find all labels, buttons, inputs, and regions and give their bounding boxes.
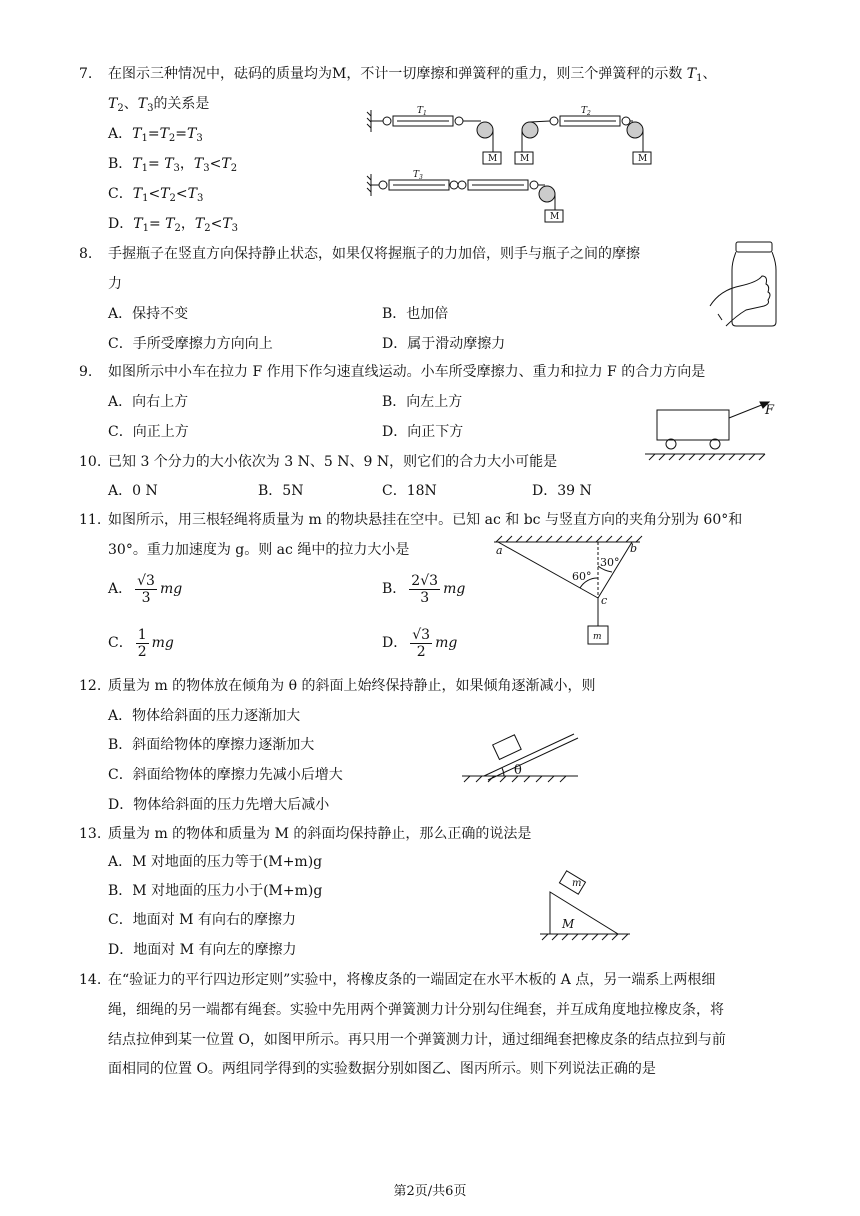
q11-option-c (108, 626, 174, 660)
q7-a-s3: 3 (196, 133, 203, 144)
q7-option-a-label: A． (108, 126, 133, 142)
q7-c-s2: 2 (169, 193, 176, 204)
q7-t3: T (137, 96, 148, 112)
q12-option-b: B．斜面给物体的摩擦力逐渐加大 (108, 737, 315, 753)
q10-option-a: A．0 N (108, 483, 158, 499)
q9-stem: 如图所示中小车在拉力 F 作用下作匀速直线运动。小车所受摩擦力、重力和拉力 F 的合力方向是 (108, 364, 706, 380)
q10-number: 10. (79, 454, 102, 470)
q11-fig-b: b (630, 542, 638, 555)
q12-stem: 质量为 m 的物体放在倾角为 θ 的斜面上始终保持静止，如果倾角逐渐减小，则 (108, 678, 596, 694)
q7-a-t3: T (187, 126, 197, 142)
q13-stem: 质量为 m 的物体和质量为 M 的斜面均保持静止，那么正确的说法是 (108, 826, 532, 842)
q10-stem: 已知 3 个分力的大小依次为 3 N、5 N、9 N，则它们的合力大小可能是 (108, 454, 558, 470)
q7-stem-line2: $T_2$、$T_3$的关系是 (108, 96, 210, 114)
q7-c-t3: T (187, 186, 197, 202)
q7-t2-sub: 2 (117, 103, 124, 114)
q11-d-mg: mg (435, 635, 458, 651)
q7-option-c: C．$T_1<T_2<T_3$ (108, 186, 204, 204)
q12-option-a: A．物体给斜面的压力逐渐加大 (108, 708, 301, 724)
q11-option-c-label: C． (108, 635, 133, 651)
q12-option-d: D．物体给斜面的压力先增大后减小 (108, 797, 330, 813)
q7-d-t2: T (165, 216, 175, 232)
q11-option-a-label: A． (108, 581, 133, 597)
q11-stem-line2: 30°。重力加速度为 g。则 ac 绳中的拉力大小是 (108, 542, 410, 558)
q7-c-s1: 1 (142, 193, 149, 204)
q11-option-d-label: D． (382, 635, 408, 651)
q7-stem-tail: 的关系是 (153, 96, 210, 112)
q7-d-s2b: 2 (204, 223, 211, 234)
q11-b-coef: 2 (411, 572, 421, 589)
q12-figure-incline (462, 728, 582, 784)
q8-stem-line1: 手握瓶子在竖直方向保持静止状态，如果仅将握瓶子的力加倍，则手与瓶子之间的摩擦 (108, 246, 640, 262)
q7-option-a: A．$T_1=T_2=T_3$ (108, 126, 203, 144)
q8-option-a: A．保持不变 (108, 306, 189, 322)
q11-a-fraction: $\frac{√3}{3}$ (137, 572, 155, 606)
q13-option-c: C．地面对 M 有向右的摩擦力 (108, 912, 296, 928)
q7-a-s2: 2 (168, 133, 176, 144)
q10-option-d: D．39 N (532, 483, 592, 499)
q7-a-t2: T (159, 126, 169, 142)
q11-figure-three-ropes (494, 536, 644, 656)
q7-b-t3b: T (193, 156, 204, 172)
q11-d-fraction: $\frac{√3}{2}$ (412, 626, 431, 660)
q8-stem-line2: 力 (108, 276, 122, 292)
q7-b-t3: T (164, 156, 174, 172)
q9-option-b: B．向左上方 (382, 394, 463, 410)
q11-c-mg: mg (151, 635, 174, 651)
q13-figure-wedge (538, 862, 634, 942)
q7-option-d-label: D． (108, 216, 134, 232)
q11-option-a (108, 572, 182, 606)
q13-option-b: B．M 对地面的压力小于(M+m)g (108, 883, 323, 899)
q11-c-num: 1 (137, 626, 147, 643)
q12-fig-theta: θ (514, 763, 522, 778)
q7-fig-t2: $T_2$ (581, 106, 591, 117)
q13-fig-m: m (572, 878, 582, 889)
q11-c-fraction (136, 627, 149, 660)
q12-option-c: C．斜面给物体的摩擦力先减小后增大 (108, 767, 343, 783)
q11-c-den: 2 (137, 643, 147, 660)
q13-option-a: A．M 对地面的压力等于(M+m)g (108, 854, 323, 870)
q7-d-s2: 2 (174, 223, 181, 234)
q7-option-b: B．$T_1= T_3$，$T_3<T_2$ (108, 156, 238, 174)
q11-b-mg: mg (443, 581, 466, 597)
q11-option-b-label: B． (382, 581, 407, 597)
q7-fig-m1: M (488, 154, 498, 164)
q7-c-t2: T (160, 186, 170, 202)
q7-option-c-label: C． (108, 186, 133, 202)
q13-fig-bigm: M (562, 917, 575, 931)
q11-stem-line1: 如图所示，用三根轻绳将质量为 m 的物块悬挂在空中。已知 ac 和 bc 与竖直方向的夹角分别为 60°和 (108, 512, 743, 528)
q11-b-den: 3 (420, 589, 430, 606)
q11-d-den: 2 (416, 643, 426, 660)
q8-option-d: D．属于滑动摩擦力 (382, 336, 506, 352)
q7-d-s3: 3 (231, 223, 239, 234)
q9-fig-f: F (765, 403, 775, 418)
q7-d-t3: T (222, 216, 232, 232)
q11-a-den: 3 (141, 589, 151, 606)
q13-number: 13. (79, 826, 102, 842)
q13-option-d: D．地面对 M 有向左的摩擦力 (108, 942, 297, 958)
q11-fig-m: m (593, 632, 602, 642)
q14-line-4: 面相同的位置 O。两组同学得到的实验数据分别如图乙、图丙所示。则下列说法正确的是 (108, 1061, 656, 1077)
q7-a-s1: 1 (141, 133, 148, 144)
q8-number: 8. (79, 246, 93, 262)
q7-a-t1: T (132, 126, 142, 142)
q11-fig-60: 60° (572, 570, 592, 583)
q9-option-a: A．向右上方 (108, 394, 189, 410)
q9-figure-cart (645, 390, 785, 462)
q14-line-2: 绳，细绳的另一端都有绳套。实验中先用两个弹簧测力计分别勾住绳套，并互成角度地拉橡皮条，将 (108, 1002, 724, 1018)
q10-option-b: B．5N (258, 483, 304, 499)
q9-option-d: D．向正下方 (382, 424, 464, 440)
q7-fig-m4: M (550, 212, 560, 222)
q7-fig-m3: M (638, 154, 648, 164)
q9-option-c: C．向正上方 (108, 424, 189, 440)
q11-fig-30: 30° (600, 556, 620, 569)
q7-b-s3b: 3 (203, 163, 210, 174)
q11-fig-a: a (496, 544, 503, 557)
q7-t3-sub: 3 (147, 103, 154, 114)
q7-t2: T (108, 96, 118, 112)
q7-c-s3: 3 (196, 193, 204, 204)
q7-t1-sub: 1 (696, 73, 703, 84)
q7-option-b-label: B． (108, 156, 133, 172)
q11-d-rad: 3 (421, 626, 431, 643)
q14-line-3: 结点拉伸到某一位置 O，如图甲所示。再只用一个弹簧测力计，通过细绳套把橡皮条的结点拉到与前 (108, 1032, 726, 1048)
q7-fig-t3: $T_3$ (413, 170, 423, 181)
q7-b-s3: 3 (173, 163, 180, 174)
q11-a-rad: 3 (146, 572, 155, 589)
q7-stem-text: 在图示三种情况中，砝码的质量均为M，不计一切摩擦和弹簧秤的重力，则三个弹簧秤的示数 (108, 66, 683, 82)
q7-b-s2: 2 (230, 163, 238, 174)
q7-number: 7. (79, 66, 93, 82)
q11-option-d (382, 626, 457, 660)
q14-line-1: 在“验证力的平行四边形定则”实验中，将橡皮条的一端固定在水平木板的 A 点，另一端系上两根细 (108, 972, 716, 988)
q7-d-t1: T (133, 216, 143, 232)
q8-figure-bottle-hand (706, 240, 786, 330)
page-footer: 第2页/共6页 (393, 1184, 467, 1199)
q12-number: 12. (79, 678, 102, 694)
q7-b-s1: 1 (141, 163, 149, 174)
q7-stem-line1: 在图示三种情况中，砝码的质量均为M，不计一切摩擦和弹簧秤的重力，则三个弹簧秤的示数 $T_1$、 (108, 66, 717, 84)
q7-d-s1: 1 (142, 223, 149, 234)
q7-figure-spring-scales (365, 100, 665, 225)
q10-option-c: C．18N (382, 483, 437, 499)
q7-t1: T (686, 66, 697, 82)
q11-number: 11. (79, 512, 102, 528)
q11-b-rad: 3 (429, 572, 439, 589)
q11-b-fraction: $\frac{2√3}{3}$ (411, 572, 439, 606)
q11-a-mg: mg (159, 581, 183, 597)
q8-option-c: C．手所受摩擦力方向向上 (108, 336, 273, 352)
q9-number: 9. (79, 364, 93, 380)
q11-option-b (382, 572, 465, 606)
q7-b-t1: T (132, 156, 142, 172)
q8-option-b: B．也加倍 (382, 306, 449, 322)
q7-fig-t1: $T_1$ (417, 106, 427, 117)
q14-number: 14. (79, 972, 102, 988)
q7-fig-m2: M (520, 154, 530, 164)
q7-d-t2b: T (194, 216, 205, 232)
q11-fig-c: c (601, 594, 608, 607)
q7-option-d: D．$T_1= T_2$，$T_2<T_3$ (108, 216, 239, 234)
q7-c-t1: T (132, 186, 143, 202)
q7-b-t2: T (221, 156, 231, 172)
